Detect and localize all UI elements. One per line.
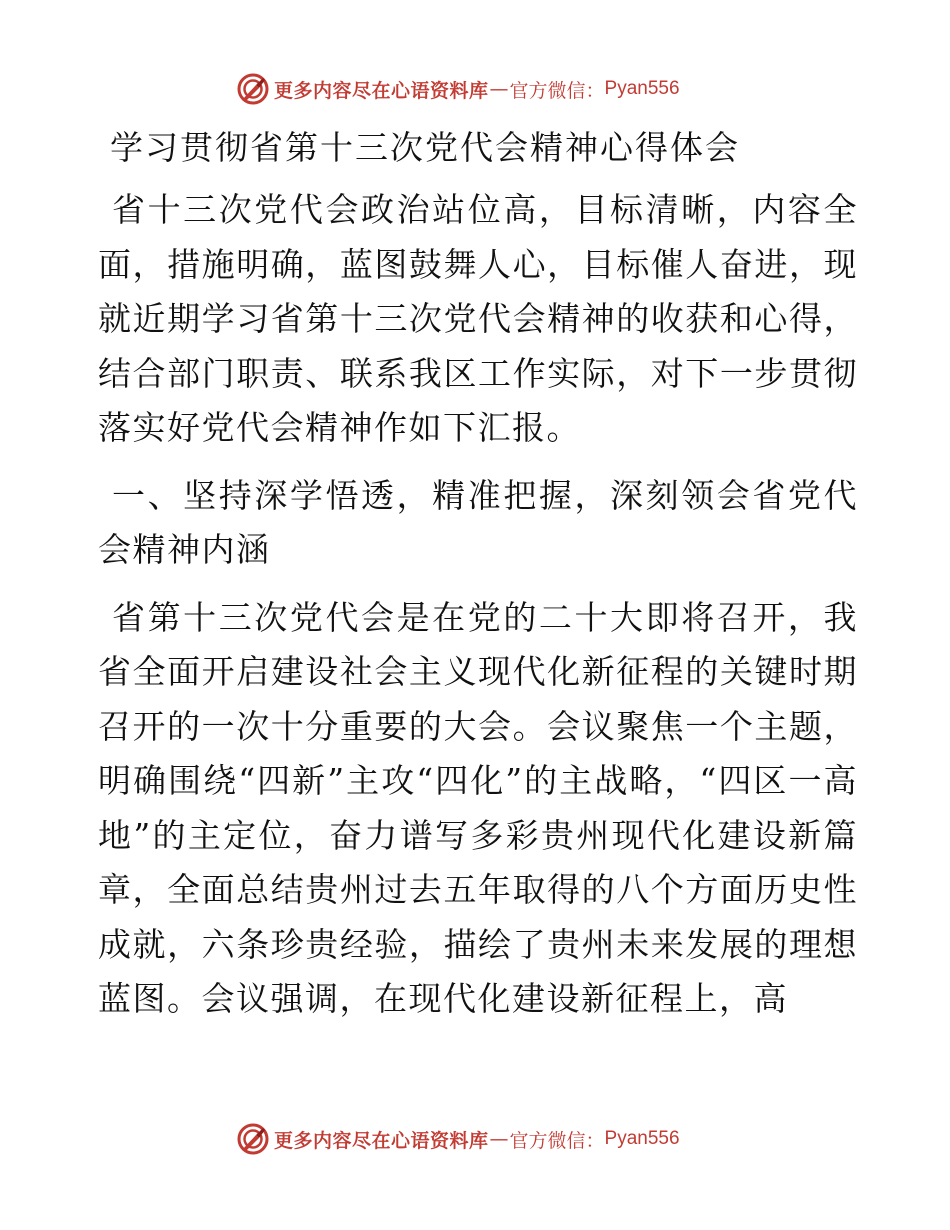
watermark-wechat-id: Pyan556	[604, 1128, 680, 1149]
watermark-wechat-label: 官方微信：	[509, 1129, 605, 1152]
watermark-separator: —	[489, 1128, 509, 1150]
watermark-brand-text: 更多内容尽在心语资料库	[274, 79, 489, 102]
brand-logo-icon	[236, 72, 270, 106]
section-heading-1: 一、坚持深学悟透，精准把握，深刻领会省党代会精神内涵	[98, 475, 858, 569]
watermark-brand-text: 更多内容尽在心语资料库	[274, 1129, 489, 1152]
footer-watermark	[236, 1122, 680, 1156]
document-body	[98, 120, 858, 1027]
watermark-wechat-label: 官方微信：	[509, 79, 605, 102]
document-title: 学习贯彻省第十三次党代会精神心得体会	[110, 128, 740, 167]
watermark-wechat-id: Pyan556	[604, 78, 680, 99]
intro-paragraph: 省十三次党代会政治站位高，目标清晰，内容全面，措施明确，蓝图鼓舞人心，目标催人奋进，现就近期学习省第十三次党代会精神的收获和心得，结合部门职责、联系我区工作实际，对下一步贯彻落实好党代会精神作如下汇报。	[98, 190, 858, 447]
brand-logo-icon	[236, 1122, 270, 1156]
header-watermark	[236, 72, 680, 106]
watermark-separator: —	[489, 78, 509, 100]
body-paragraph: 省第十三次党代会是在党的二十大即将召开，我省全面开启建设社会主义现代化新征程的关键时期召开的一次十分重要的大会。会议聚焦一个主题，明确围绕“四新”主攻“四化”的主战略，“四区一高地”的主定位，奋力谱写多彩贵州现代化建设新篇章，全面总结贵州过去五年取得的八个方面历史性成就，六条珍贵经验，描绘了贵州未来发展的理想蓝图。会议强调，在现代化建设新征程上，高	[98, 597, 858, 1018]
